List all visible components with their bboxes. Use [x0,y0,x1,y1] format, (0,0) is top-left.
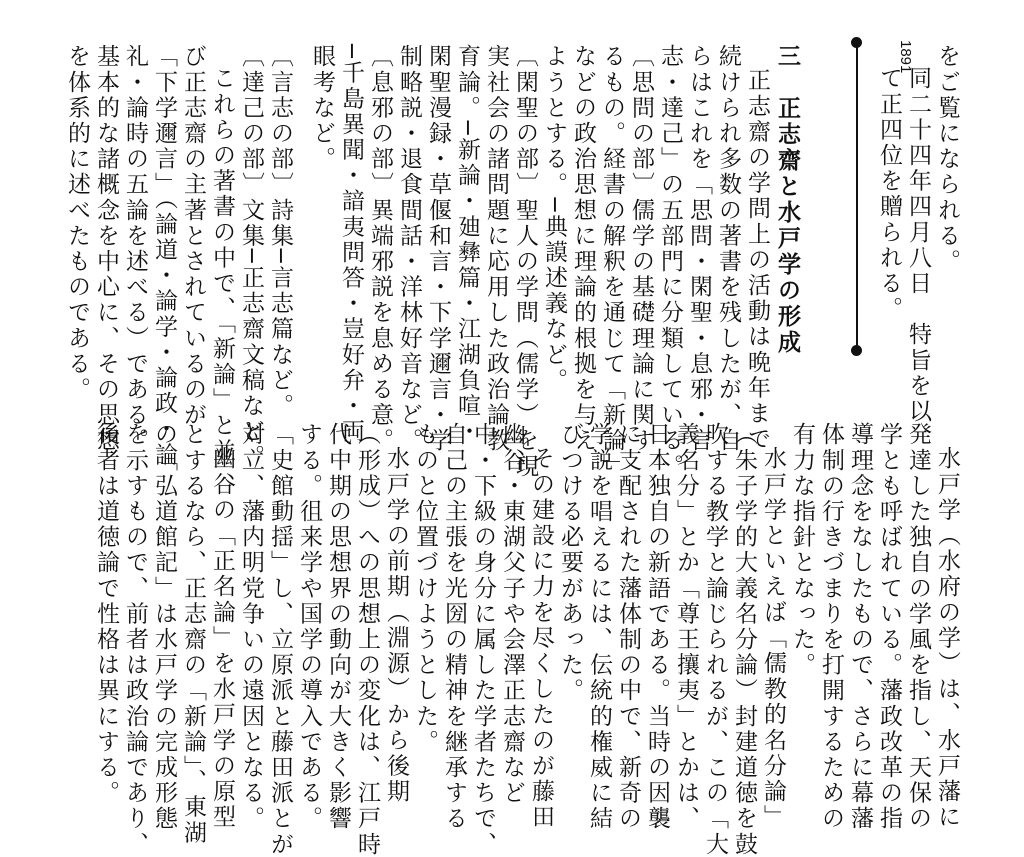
lower-line-13: 学説を唱えるには、伝統的権威に結 [586,422,612,832]
lower-line-3: 学とも呼ばれている。藩政改革の指 [876,422,902,832]
section-heading: 三 正志齋と水戸学の形成 [774,44,800,356]
lower-line-9: 吹する教学と論じられるが、この「大 [702,422,728,857]
lower-line-17: 中・下級の身分に属した学者たちで、 [470,422,496,857]
lower-line-19: ものと位置づけようとした。 [412,422,438,755]
upper-line-5: 〔思問の部〕儒学の基礎理論に関す [628,44,654,454]
upper-line-2: 続けられ多数の著書を残したが、自 [715,44,741,454]
upper-line-9: 〔閑聖の部〕聖人の学問（儒学）を現 [512,44,538,480]
lower-line-16: 幽谷・東湖父子や会澤正志齋など [499,422,525,806]
lower-line-11: 日本独自の新語である。当時の因襲 [644,422,670,832]
upper-line-24: を体系的に述べたものである。 [64,44,90,403]
timeline-bullet-top [851,37,862,48]
lower-line-12: に支配された藩体制の中で、新奇の [615,422,641,832]
lower-line-29: を示すもので、前者は政治論であり、 [122,422,148,857]
upper-line-7: などの政治思想に理論的根拠を与え [570,44,596,454]
upper-line-17: 〔言志の部〕詩集─言志篇など。 [267,44,293,419]
lower-line-23: する。徂来学や国学の導入である。 [296,422,322,832]
lower-line-24: 「史館動揺」し、立原派と藤田派とが [267,422,293,857]
upper-line-12: 閑聖漫録・草偃和言・下学邇言・学 [425,44,451,454]
lower-line-27: とするなら、正志齋の「新論」、東湖 [180,422,206,846]
lower-line-4: 導理念をなしたもので、さらに幕藩 [847,422,873,832]
lower-line-28: の「弘道館記」は水戸学の完成形態 [151,422,177,832]
upper-line-1: 正志齋の学問上の活動は晩年まで [744,68,770,452]
lower-line-8: （朱子学的大義名分論）封建道徳を鼓 [731,422,757,857]
upper-line-19: これらの著書の中で、「新論」と並 [209,66,235,465]
upper-line-18: 〔達己の部〕文集─正志齋文稿など。 [238,44,264,471]
upper-line-13: 制略説・退食間話・洋林好音など。 [396,44,422,454]
timeline-entry-line-3: て正四位を贈られる。 [876,66,902,322]
lower-line-6: 有力な指針となった。 [789,422,815,678]
lower-line-5: 体制の行きづまりを打開するための [818,422,844,832]
lower-line-15: その建設に力を尽くしたのが藤田 [528,446,554,830]
upper-line-20: び正志齋の主著とされているのが [180,44,206,428]
upper-line-22: 礼・論時の五論を述べる）である。 [122,44,148,454]
upper-line-11: 育論。─新論・廸彝篇・江湖負喧・ [454,44,480,445]
upper-line-21: 「下学邇言」（論道・論学・論政・論 [151,44,177,468]
lower-line-22: 代中期の思想界の動向が大きく影響 [325,422,351,832]
upper-line-15: ─千島異聞・諳夷問答・豈好弁・両 [338,44,364,445]
timeline-bullet-bottom [851,345,862,356]
lower-line-18: 自己の主張を光圀の精神を継承する [441,422,467,832]
timeline-rule [856,42,858,352]
upper-line-8: ようとする。─典謨述義など。 [541,44,567,394]
upper-line-16: 眼考など。 [309,44,335,172]
lower-line-10: 義名分」とか「尊王攘夷」とかは、 [673,422,699,832]
upper-line-14: 〔息邪の部〕異端邪説を息める意。 [367,44,393,454]
timeline-entry-line-1: をご覧になられる。 [934,44,960,275]
lower-line-7: 水戸学といえば「儒教的名分論」 [760,446,786,830]
lower-line-26: 幽谷の「正名論」を水戸学の原型 [209,446,235,830]
lower-line-25: 対立、藩内明党争いの遠因となる。 [238,422,264,832]
upper-line-6: るもの。経書の解釈を通じて「新論」 [599,44,625,480]
lower-line-20: 水戸学の前期（淵源）から後期 [383,446,409,805]
upper-line-10: 実社会の諸問題に応用した政治論教 [483,44,509,454]
lower-line-1: 水戸学（水府の学）は、水戸藩に [934,446,960,830]
upper-line-3: らはこれを「思問・閑聖・息邪・言 [686,44,712,454]
timeline-year: 1891 [897,40,914,74]
lower-line-30: 後者は道徳論で性格は異にする。 [93,422,119,806]
upper-line-4: 志・達己」の五部門に分類している。 [657,44,683,480]
lower-line-2: 発達した独自の学風を指し、天保の [905,422,931,832]
lower-line-14: びつける必要があった。 [557,422,583,704]
timeline-entry-line-2: 同二十四年四月八日 特旨を以 [905,66,931,425]
upper-line-23: 基本的な諸概念を中心に、その思想 [93,44,119,454]
lower-line-21: （形成）への思想上の変化は、江戸時 [354,422,380,857]
